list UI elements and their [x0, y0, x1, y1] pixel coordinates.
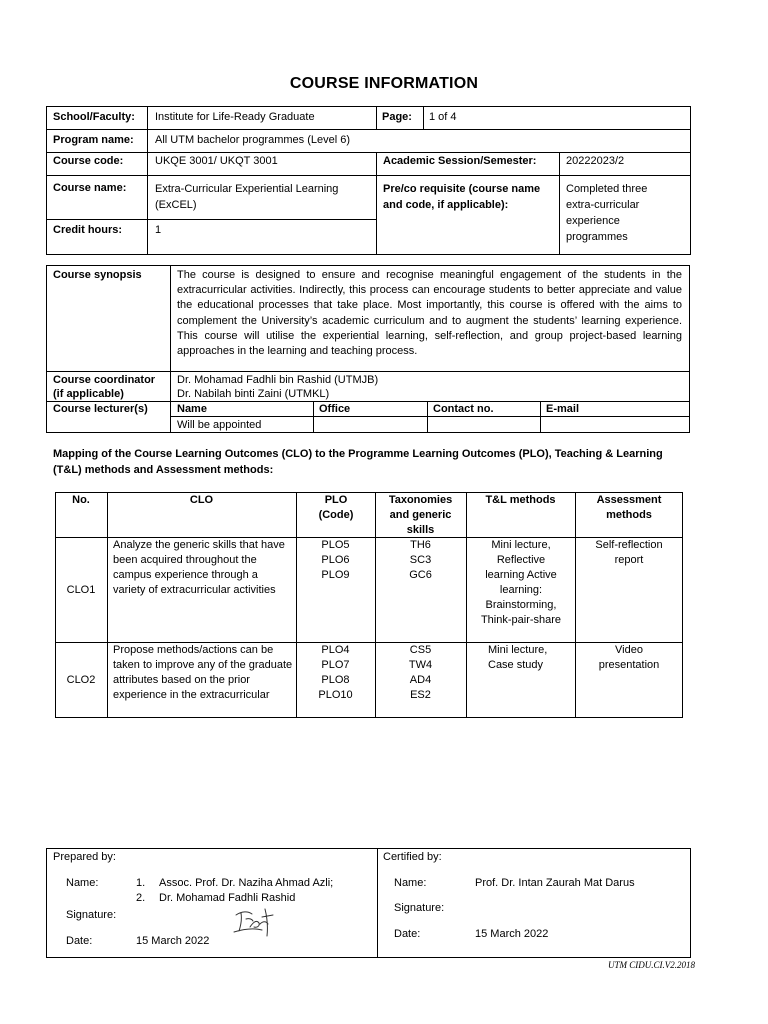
- clo-header-taxonomies: Taxonomies and generic skills: [388, 494, 453, 536]
- certified-name-label: Name:: [394, 877, 427, 889]
- footer-code: UTM CIDU.CI.V2.2018: [608, 960, 695, 970]
- clo-no: CLO2: [66, 674, 96, 686]
- clo-header-tl-methods: T&L methods: [485, 494, 556, 506]
- program-label: Program name:: [53, 134, 134, 146]
- course-code-value: UKQE 3001/ UKQT 3001: [155, 155, 278, 167]
- page-value: 1 of 4: [429, 111, 457, 123]
- signature-image: [232, 905, 278, 939]
- credit-hours-value: 1: [155, 224, 162, 236]
- lecturer-col-name: Name: [177, 403, 207, 415]
- clo-header-clo: CLO: [189, 494, 214, 506]
- plo-code: PLO10: [318, 689, 353, 701]
- plo-code: PLO7: [321, 659, 350, 671]
- coordinator-1: Dr. Mohamad Fadhli bin Rashid (UTMJB): [177, 374, 379, 386]
- course-name-label: Course name:: [53, 182, 127, 194]
- program-value: All UTM bachelor programmes (Level 6): [155, 134, 351, 146]
- clo-description: Propose methods/actions can be taken to improve any of the graduate attributes based on the prior experience in the extracurricular: [113, 644, 293, 701]
- course-code-label: Course code:: [53, 155, 124, 167]
- clo-description: Analyze the generic skills that have been acquired throughout the campus experience through a variety of extracurricular activities: [113, 539, 285, 596]
- taxonomy-code: TH6: [410, 539, 431, 551]
- clo-header-no: No.: [72, 494, 90, 506]
- prepared-num-1: 1.: [136, 877, 146, 889]
- session-label: Academic Session/Semester:: [383, 155, 537, 167]
- lecturer-name: Will be appointed: [177, 419, 262, 431]
- prepared-name-2: Dr. Mohamad Fadhli Rashid: [159, 892, 296, 904]
- credit-hours-label: Credit hours:: [53, 224, 123, 236]
- certified-by-label: Certified by:: [383, 851, 442, 863]
- certified-signature-label: Signature:: [394, 902, 445, 914]
- taxonomy-code: ES2: [410, 689, 431, 701]
- clo-header-assessment: Assessment methods: [596, 494, 662, 521]
- coordinator-label-note: (if applicable): [53, 388, 124, 400]
- school-value: Institute for Life-Ready Graduate: [155, 111, 315, 123]
- mapping-heading: Mapping of the Course Learning Outcomes (CLO) to the Programme Learning Outcomes (PLO), Teaching & Learning (T&L) methods and Assessment methods:: [53, 448, 663, 476]
- prepared-name-1: Assoc. Prof. Dr. Naziha Ahmad Azli;: [159, 877, 334, 889]
- plo-code: PLO4: [321, 644, 350, 656]
- prerequisite-value: Completed three extra-curricular experience programmes: [566, 183, 648, 243]
- prepared-name-label: Name:: [66, 877, 99, 889]
- synopsis-label: Course synopsis: [53, 269, 142, 281]
- taxonomy-code: GC6: [409, 569, 432, 581]
- assessment-method: Video presentation: [598, 644, 660, 671]
- coordinator-label: Course coordinator: [53, 374, 156, 386]
- assessment-method: Self-reflection report: [595, 539, 663, 566]
- taxonomy-code: AD4: [409, 674, 432, 686]
- lecturer-col-contact: Contact no.: [433, 403, 494, 415]
- plo-code: PLO5: [321, 539, 350, 551]
- clo-no: CLO1: [66, 584, 96, 596]
- certified-name: Prof. Dr. Intan Zaurah Mat Darus: [475, 877, 635, 889]
- session-value: 20222023/2: [566, 155, 625, 167]
- lecturer-col-office: Office: [319, 403, 351, 415]
- synopsis-text: The course is designed to ensure and recognise meaningful engagement of the students in the extracurricular activities. Indirectly, this process can encourage students to better appreciate and value the educational processes that take place. Most importantly, this course is offered with the aims to complement the University’s academic curriculum and to augment the students’ learning experience. This course will utilise the experiential learning, self-reflection, and group project-based learning approaches in the learning and teaching process.: [177, 269, 682, 358]
- lecturer-col-email: E-mail: [546, 403, 580, 415]
- certified-date-label: Date:: [394, 928, 421, 940]
- clo-header-plo: PLO (Code): [318, 494, 354, 521]
- prerequisite-label: Pre/co requisite (course name and code, if applicable):: [383, 183, 541, 211]
- prepared-date: 15 March 2022: [136, 935, 210, 947]
- page-title: COURSE INFORMATION: [289, 75, 479, 92]
- plo-code: PLO6: [321, 554, 350, 566]
- taxonomy-code: CS5: [409, 644, 432, 656]
- taxonomy-code: SC3: [409, 554, 432, 566]
- plo-code: PLO8: [321, 674, 350, 686]
- lecturer-label: Course lecturer(s): [53, 403, 148, 415]
- course-name-value: Extra-Curricular Experiential Learning (ExCEL): [155, 183, 339, 211]
- prepared-by-label: Prepared by:: [53, 851, 116, 863]
- tl-methods: Mini lecture, Case study: [488, 644, 548, 671]
- prepared-signature-label: Signature:: [66, 909, 117, 921]
- taxonomy-code: TW4: [408, 659, 433, 671]
- tl-methods: Mini lecture, Reflective learning Active learning: Brainstorming, Think-pair-share: [480, 539, 562, 626]
- school-label: School/Faculty:: [53, 111, 135, 123]
- coordinator-2: Dr. Nabilah binti Zaini (UTMKL): [177, 388, 330, 400]
- prepared-date-label: Date:: [66, 935, 93, 947]
- page-label: Page:: [382, 111, 412, 123]
- certified-date: 15 March 2022: [475, 928, 549, 940]
- plo-code: PLO9: [321, 569, 350, 581]
- prepared-num-2: 2.: [136, 892, 146, 904]
